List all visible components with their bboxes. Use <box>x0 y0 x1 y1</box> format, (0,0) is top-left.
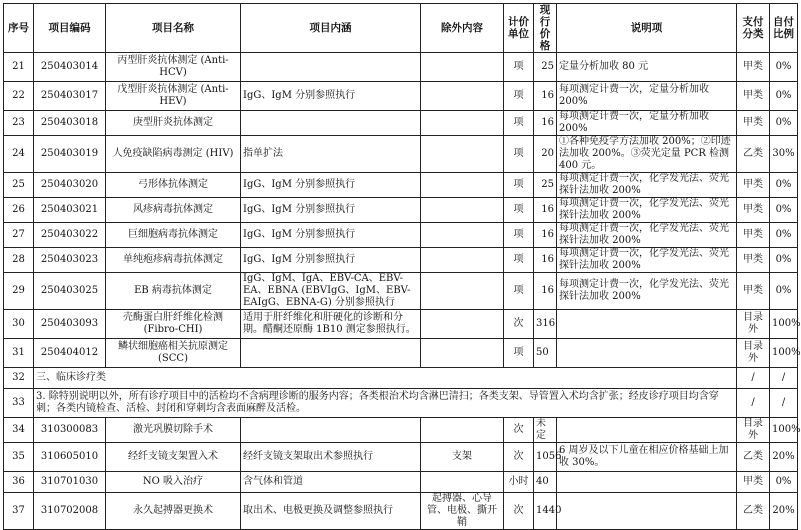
cell-seq: 36 <box>4 472 34 493</box>
cell-exclude <box>421 136 504 173</box>
cell-self-ratio: 100% <box>770 310 798 339</box>
cell-payment: 乙类 <box>737 493 770 530</box>
cell-exclude <box>421 339 504 368</box>
cell-code: 250403017 <box>34 82 106 111</box>
cell-name: 鳞状细胞癌相关抗原测定 (SCC) <box>106 339 241 368</box>
cell-content: IgG、IgM 分别参照执行 <box>241 82 421 111</box>
cell-self-ratio: 0% <box>770 248 798 273</box>
table-row <box>4 310 798 339</box>
cell-name: 单纯疱疹病毒抗体测定 <box>106 248 241 273</box>
cell-price: 1056 <box>534 443 557 472</box>
cell-unit: 项 <box>504 82 534 111</box>
cell-name: EB 病毒抗体测定 <box>106 273 241 310</box>
header-unit: 计价单位 <box>504 4 534 53</box>
table-row <box>4 198 798 223</box>
cell-unit: 项 <box>504 173 534 198</box>
cell-seq: 34 <box>4 418 34 443</box>
cell-price: 16 <box>534 82 557 111</box>
cell-self-ratio: 20% <box>770 443 798 472</box>
cell-exclude <box>421 111 504 136</box>
cell-content <box>241 339 421 368</box>
cell-self-ratio: 30% <box>770 136 798 173</box>
cell-self-ratio: 0% <box>770 273 798 310</box>
cell-self-ratio: 0% <box>770 198 798 223</box>
price-table <box>3 3 801 530</box>
cell-unit: 项 <box>504 273 534 310</box>
cell-self-ratio: 0% <box>770 82 798 111</box>
header-content: 项目内涵 <box>241 4 421 53</box>
cell-self-ratio: 20% <box>770 493 798 530</box>
cell-code: 250404012 <box>34 339 106 368</box>
table-row <box>4 82 798 111</box>
cell-note <box>557 339 737 368</box>
table-row <box>4 53 798 82</box>
cell-payment: / <box>737 389 770 418</box>
cell-seq: 33 <box>4 389 34 418</box>
cell-price: 25 <box>534 53 557 82</box>
cell-content <box>241 111 421 136</box>
table-row <box>4 472 798 493</box>
cell-content: 适用于肝纤维化和肝硬化的诊断和分期。醋酮还原酶 1B10 测定参照执行。 <box>241 310 421 339</box>
cell-code: 250403021 <box>34 198 106 223</box>
cell-self-ratio: 0% <box>770 53 798 82</box>
cell-exclude <box>421 418 504 443</box>
cell-exclude <box>421 223 504 248</box>
header-name: 项目名称 <box>106 4 241 53</box>
cell-content <box>241 418 421 443</box>
cell-exclude <box>421 472 504 493</box>
table-row <box>4 273 798 310</box>
cell-price: 16 <box>534 223 557 248</box>
cell-price: 316 <box>534 310 557 339</box>
cell-payment: 目录外 <box>737 339 770 368</box>
cell-unit: 项 <box>504 53 534 82</box>
section-title: 三、临床诊疗类 <box>34 368 737 389</box>
cell-payment: 目录外 <box>737 310 770 339</box>
cell-self-ratio: 100% <box>770 418 798 443</box>
cell-code: 310702008 <box>34 493 106 530</box>
header-note: 说明项 <box>557 4 737 53</box>
cell-unit: 项 <box>504 339 534 368</box>
table-row <box>4 443 798 472</box>
cell-payment: 甲类 <box>737 173 770 198</box>
cell-exclude <box>421 173 504 198</box>
cell-content: IgG、IgM 分别参照执行 <box>241 198 421 223</box>
table-row <box>4 223 798 248</box>
cell-payment: 甲类 <box>737 223 770 248</box>
cell-note <box>557 418 737 443</box>
cell-unit: 次 <box>504 310 534 339</box>
cell-content: 指单扩法 <box>241 136 421 173</box>
cell-payment: 目录外 <box>737 418 770 443</box>
cell-payment: 甲类 <box>737 82 770 111</box>
cell-self-ratio: 0% <box>770 173 798 198</box>
cell-price: 25 <box>534 173 557 198</box>
cell-note: 每项测定计费一次，化学发光法、荧光探针法加收 200% <box>557 273 737 310</box>
cell-unit: 项 <box>504 248 534 273</box>
cell-content: 取出术、电极更换及调整参照执行 <box>241 493 421 530</box>
cell-payment: 甲类 <box>737 198 770 223</box>
cell-payment: 甲类 <box>737 248 770 273</box>
cell-note <box>557 472 737 493</box>
cell-note: 6 周岁及以下儿童在相应价格基础上加收 30%。 <box>557 443 737 472</box>
header-exclude: 除外内容 <box>421 4 504 53</box>
cell-code: 250403023 <box>34 248 106 273</box>
cell-price: 40 <box>534 472 557 493</box>
cell-code: 250403019 <box>34 136 106 173</box>
header-payment: 支付分类 <box>737 4 770 53</box>
cell-self-ratio: 100% <box>770 339 798 368</box>
cell-price: 20 <box>534 136 557 173</box>
cell-price: 16 <box>534 198 557 223</box>
cell-self-ratio: 0% <box>770 472 798 493</box>
table-row <box>4 248 798 273</box>
cell-code: 250403020 <box>34 173 106 198</box>
cell-unit: 项 <box>504 111 534 136</box>
cell-price: 1440 <box>534 493 557 530</box>
cell-self-ratio: / <box>770 389 798 418</box>
cell-seq: 31 <box>4 339 34 368</box>
cell-code: 310605010 <box>34 443 106 472</box>
cell-unit: 小时 <box>504 472 534 493</box>
table-row <box>4 339 798 368</box>
cell-seq: 29 <box>4 273 34 310</box>
table-row <box>4 173 798 198</box>
cell-content: IgG、IgM 分别参照执行 <box>241 223 421 248</box>
cell-seq: 24 <box>4 136 34 173</box>
cell-name: 激光巩膜切除手术 <box>106 418 241 443</box>
cell-exclude <box>421 82 504 111</box>
cell-seq: 22 <box>4 82 34 111</box>
cell-self-ratio: 0% <box>770 223 798 248</box>
section-note-text: 3. 除特别说明以外，所有诊疗项目中的活检均不含病理诊断的服务内容；各类根治术均含淋巴清扫；各类支架、导管置入术均含扩张；经皮诊疗项目均含穿刺；各类内镜检查、活检、封闭和穿刺均含表面麻醉及活检。 <box>34 389 737 418</box>
section-row <box>4 368 798 389</box>
cell-note: 每项测定计费一次，化学发光法、荧光探针法加收 200% <box>557 248 737 273</box>
header-row <box>4 4 798 53</box>
cell-payment: 甲类 <box>737 273 770 310</box>
cell-self-ratio: / <box>770 368 798 389</box>
cell-exclude <box>421 273 504 310</box>
cell-payment: 甲类 <box>737 111 770 136</box>
header-self-ratio: 自付比例 <box>770 4 798 53</box>
cell-unit: 次 <box>504 418 534 443</box>
cell-name: 永久起搏器更换术 <box>106 493 241 530</box>
cell-content <box>241 53 421 82</box>
cell-seq: 26 <box>4 198 34 223</box>
cell-note <box>557 310 737 339</box>
cell-name: 巨细胞病毒抗体测定 <box>106 223 241 248</box>
cell-payment: 乙类 <box>737 136 770 173</box>
cell-note: 每项测定计费一次，定量分析加收 200% <box>557 111 737 136</box>
cell-payment: / <box>737 368 770 389</box>
cell-seq: 21 <box>4 53 34 82</box>
cell-seq: 37 <box>4 493 34 530</box>
cell-payment: 甲类 <box>737 53 770 82</box>
cell-seq: 25 <box>4 173 34 198</box>
cell-note <box>557 493 737 530</box>
cell-note: 定量分析加收 80 元 <box>557 53 737 82</box>
cell-seq: 30 <box>4 310 34 339</box>
cell-exclude <box>421 248 504 273</box>
cell-self-ratio: 0% <box>770 111 798 136</box>
cell-note: 每项测定计费一次，化学发光法、荧光探针法加收 200% <box>557 173 737 198</box>
cell-seq: 23 <box>4 111 34 136</box>
table-row <box>4 418 798 443</box>
cell-code: 250403014 <box>34 53 106 82</box>
cell-content: IgG、IgM、IgA、EBV-CA、EBV-EA、EBNA (EBVIgG、IgM、EBV-EAIgG、EBNA-G) 分别参照执行 <box>241 273 421 310</box>
header-code: 项目编码 <box>34 4 106 53</box>
cell-payment: 乙类 <box>737 443 770 472</box>
cell-note: 每项测定计费一次，定量分析加收 200% <box>557 82 737 111</box>
cell-code: 250403025 <box>34 273 106 310</box>
cell-price: 16 <box>534 273 557 310</box>
cell-seq: 28 <box>4 248 34 273</box>
cell-content: IgG、IgM 分别参照执行 <box>241 248 421 273</box>
cell-unit: 次 <box>504 493 534 530</box>
cell-seq: 32 <box>4 368 34 389</box>
cell-name: 壳酶蛋白肝纤维化检测 (Fibro-CHI) <box>106 310 241 339</box>
cell-name: 丙型肝炎抗体测定 (Anti-HCV) <box>106 53 241 82</box>
cell-exclude: 起搏器、心导管、电极、撕开鞘 <box>421 493 504 530</box>
cell-code: 250403093 <box>34 310 106 339</box>
cell-unit: 项 <box>504 198 534 223</box>
table-row <box>4 136 798 173</box>
cell-note: 每项测定计费一次，化学发光法、荧光探针法加收 200% <box>557 223 737 248</box>
header-price: 现行价格 <box>534 4 557 53</box>
cell-price: 16 <box>534 248 557 273</box>
cell-note: 每项测定计费一次，化学发光法、荧光探针法加收 200% <box>557 198 737 223</box>
section-note-row <box>4 389 798 418</box>
cell-exclude <box>421 198 504 223</box>
table-row <box>4 111 798 136</box>
cell-seq: 35 <box>4 443 34 472</box>
cell-name: 风疹病毒抗体测定 <box>106 198 241 223</box>
cell-note: ①各种免疫学方法加收 200%；②印迹法加收 200%。③荧光定量 PCR 检测 400 元。 <box>557 136 737 173</box>
cell-code: 250403022 <box>34 223 106 248</box>
cell-content: 经纤支镜支架取出术参照执行 <box>241 443 421 472</box>
cell-code: 250403018 <box>34 111 106 136</box>
cell-unit: 项 <box>504 136 534 173</box>
header-seq: 序号 <box>4 4 34 53</box>
cell-name: NO 吸入治疗 <box>106 472 241 493</box>
cell-exclude <box>421 310 504 339</box>
cell-name: 人免疫缺陷病毒测定 (HIV) <box>106 136 241 173</box>
cell-name: 经纤支镜支架置入术 <box>106 443 241 472</box>
cell-name: 弓形体抗体测定 <box>106 173 241 198</box>
cell-unit: 次 <box>504 443 534 472</box>
cell-seq: 27 <box>4 223 34 248</box>
cell-code: 310701030 <box>34 472 106 493</box>
cell-content: 含气体和管道 <box>241 472 421 493</box>
cell-price: 未定 <box>534 418 557 443</box>
cell-exclude: 支架 <box>421 443 504 472</box>
cell-unit: 项 <box>504 223 534 248</box>
table-row <box>4 493 798 530</box>
cell-payment: 甲类 <box>737 472 770 493</box>
cell-name: 戊型肝炎抗体测定 (Anti-HEV) <box>106 82 241 111</box>
cell-code: 310300083 <box>34 418 106 443</box>
cell-exclude <box>421 53 504 82</box>
cell-price: 50 <box>534 339 557 368</box>
cell-name: 庚型肝炎抗体测定 <box>106 111 241 136</box>
cell-price: 16 <box>534 111 557 136</box>
cell-content: IgG、IgM 分别参照执行 <box>241 173 421 198</box>
